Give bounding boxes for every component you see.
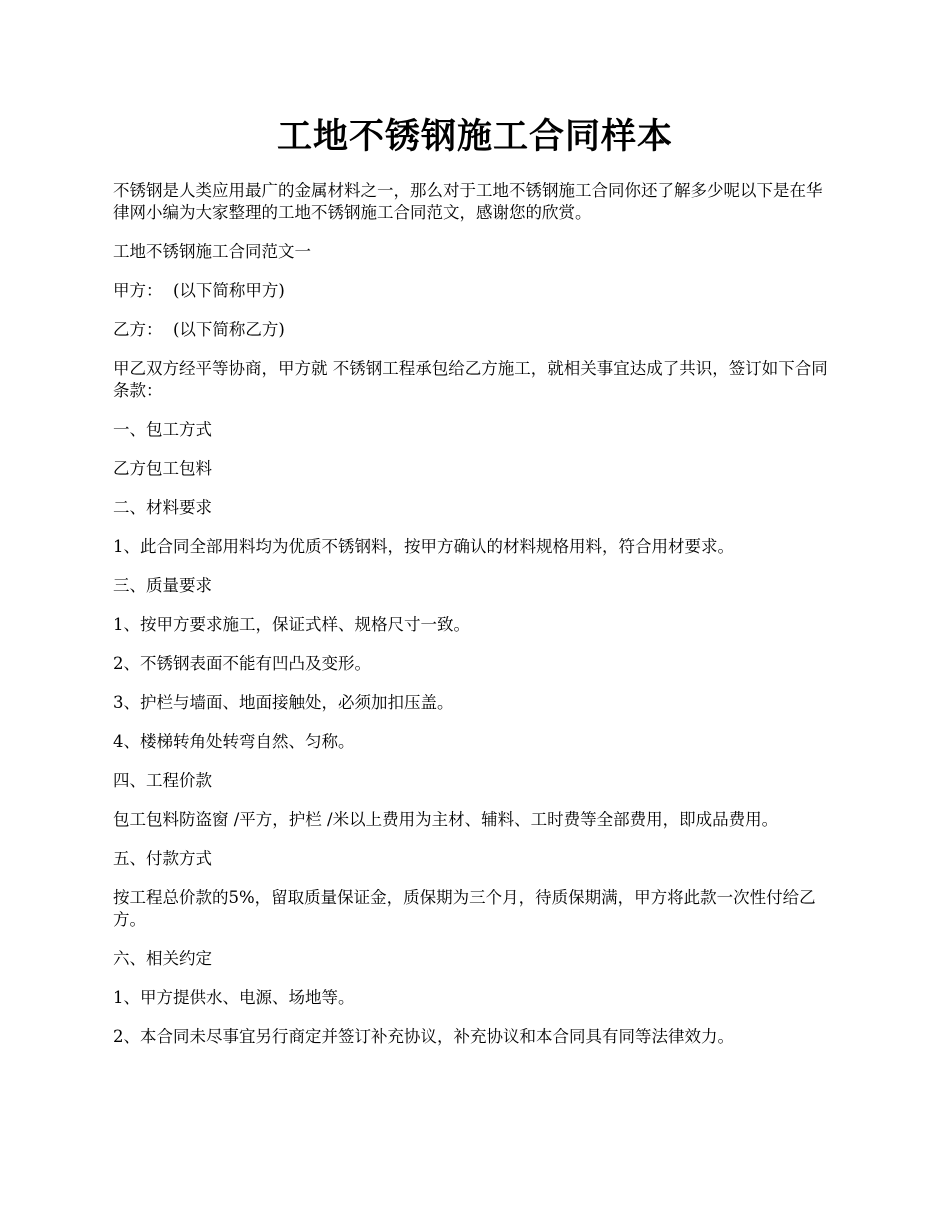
section-heading-payment: 五、付款方式 [113,849,212,868]
section-heading-quality: 三、质量要求 [113,576,212,595]
party-b-line: 乙方： (以下简称乙方) [113,320,285,339]
party-a-line: 甲方： (以下简称甲方) [113,281,285,300]
agreement-preamble: 甲乙双方经平等协商，甲方就 不锈钢工程承包给乙方施工，就相关事宜达成了共识，签订如下合同条款： [113,359,828,400]
section-heading-sample-one: 工地不锈钢施工合同范文一 [113,242,311,261]
related-clause-1: 1、甲方提供水、电源、场地等。 [113,988,355,1007]
document-body [113,180,833,1065]
intro-paragraph: 不锈钢是人类应用最广的金属材料之一，那么对于工地不锈钢施工合同你还了解多少呢以下是在华律网小编为大家整理的工地不锈钢施工合同范文，感谢您的欣赏。 [113,181,823,222]
quality-clause-2: 2、不锈钢表面不能有凹凸及变形。 [113,654,371,673]
document-title: 工地不锈钢施工合同样本 [276,116,673,157]
quality-clause-1: 1、按甲方要求施工，保证式样、规格尺寸一致。 [113,615,470,634]
section-heading-contract-method: 一、包工方式 [113,420,212,439]
contract-method-text: 乙方包工包料 [113,459,212,478]
section-heading-material: 二、材料要求 [113,498,212,517]
related-clause-2: 2、本合同未尽事宜另行商定并签订补充协议，补充协议和本合同具有同等法律效力。 [113,1027,734,1046]
quality-clause-4: 4、楼梯转角处转弯自然、匀称。 [113,732,355,751]
section-heading-related: 六、相关约定 [113,949,212,968]
price-clause: 包工包料防盗窗 /平方，护栏 /米以上费用为主材、辅料、工时费等全部费用，即成品费用。 [113,810,779,829]
material-clause-1: 1、此合同全部用料均为优质不锈钢料，按甲方确认的材料规格用料，符合用材要求。 [113,537,734,556]
section-heading-price: 四、工程价款 [113,771,212,790]
quality-clause-3: 3、护栏与墙面、地面接触处，必须加扣压盖。 [113,693,454,712]
payment-clause: 按工程总价款的5%，留取质量保证金，质保期为三个月，待质保期满，甲方将此款一次性付给乙方。 [113,888,816,929]
